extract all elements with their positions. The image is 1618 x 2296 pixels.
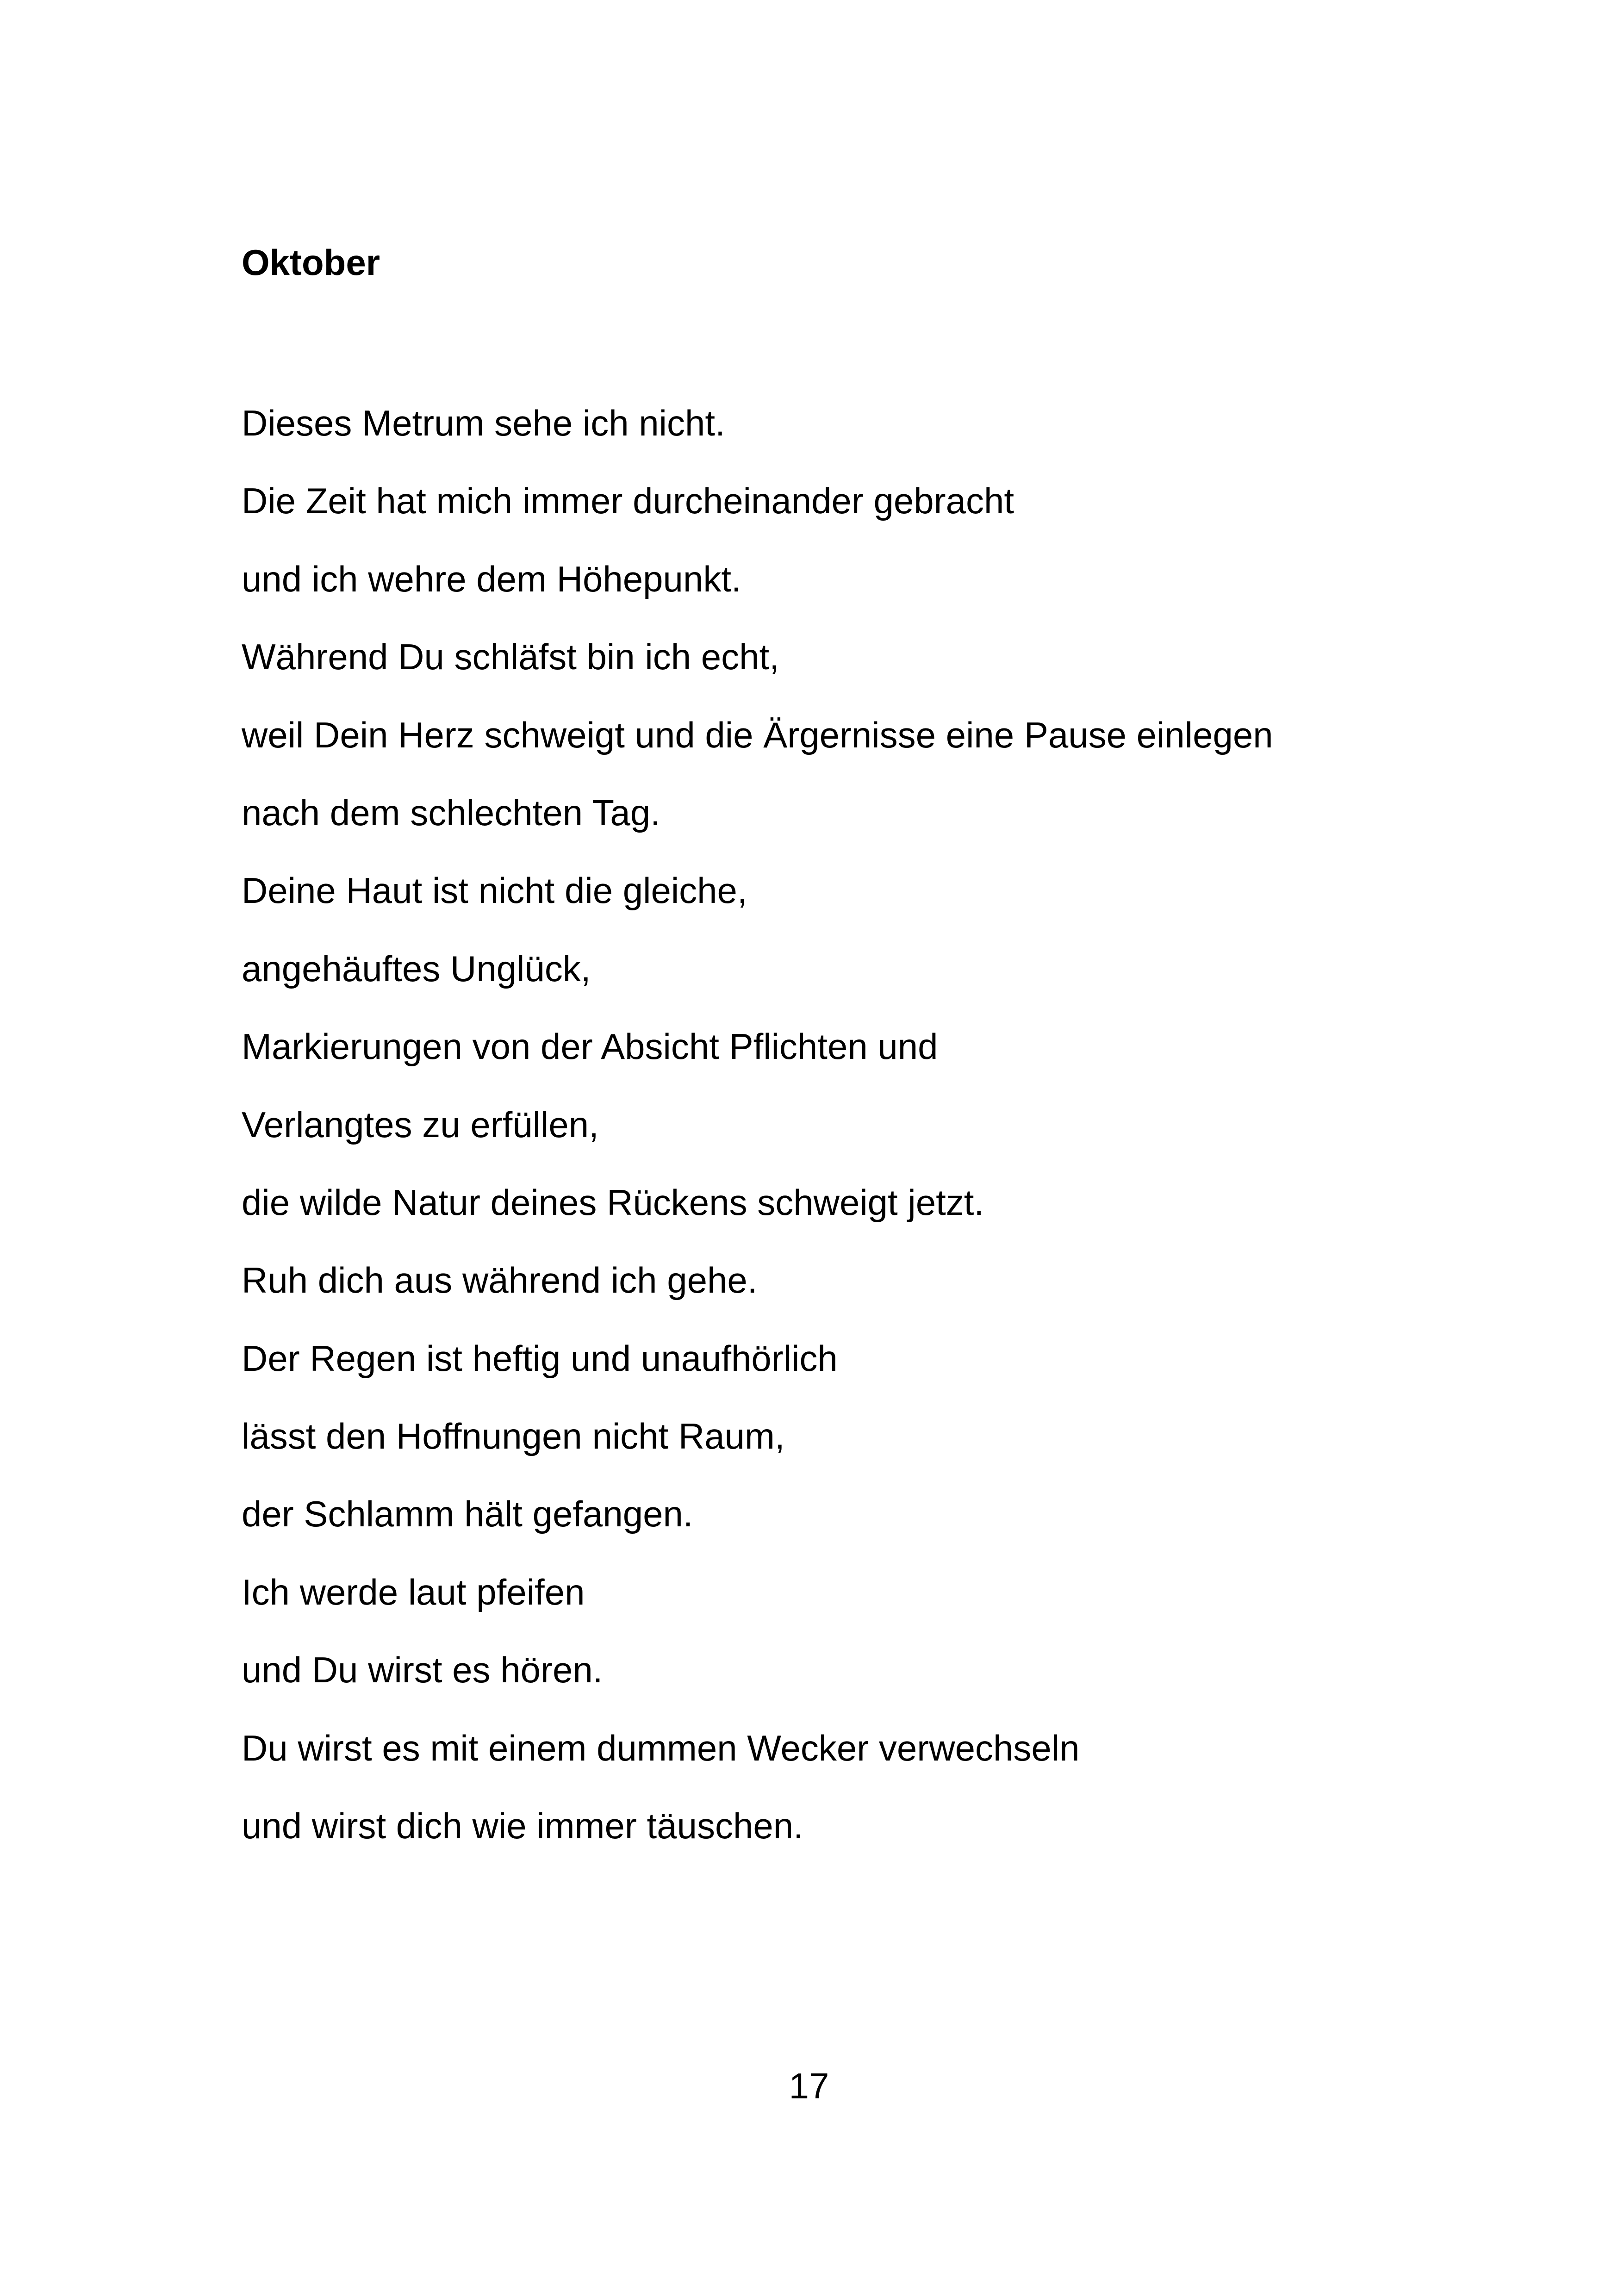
poem-line: nach dem schlechten Tag. (242, 792, 660, 833)
poem-line: angehäuftes Unglück, (242, 948, 591, 989)
poem-line: und wirst dich wie immer täuschen. (242, 1805, 803, 1847)
poem-line: Markierungen von der Absicht Pflichten und (242, 1026, 938, 1067)
poem-line: Deine Haut ist nicht die gleiche, (242, 870, 747, 911)
poem-line: Ruh dich aus während ich gehe. (242, 1260, 758, 1301)
poem-line: Verlangtes zu erfüllen, (242, 1104, 599, 1145)
poem-line: der Schlamm hält gefangen. (242, 1493, 693, 1535)
poem-line: Dieses Metrum sehe ich nicht. (242, 403, 725, 443)
poem-line: die wilde Natur deines Rückens schweigt jetzt. (242, 1182, 984, 1223)
poem-line: weil Dein Herz schweigt und die Ärgernisse eine Pause einlegen (242, 714, 1273, 755)
poem-line: lässt den Hoffnungen nicht Raum, (242, 1416, 785, 1457)
poem-body (242, 401, 1273, 1881)
poem-line: und ich wehre dem Höhepunkt. (242, 558, 741, 599)
poem-line: Die Zeit hat mich immer durcheinander gebracht (242, 480, 1014, 522)
page-number: 17 (789, 2066, 829, 2106)
poem-title: Oktober (242, 242, 380, 283)
poem-line: Der Regen ist heftig und unaufhörlich (242, 1338, 838, 1379)
poem-line: Du wirst es mit einem dummen Wecker verwechseln (242, 1727, 1080, 1768)
poem-line: Während Du schläfst bin ich echt, (242, 636, 779, 678)
poem-line: Ich werde laut pfeifen (242, 1571, 585, 1612)
poem-line: und Du wirst es hören. (242, 1649, 603, 1691)
